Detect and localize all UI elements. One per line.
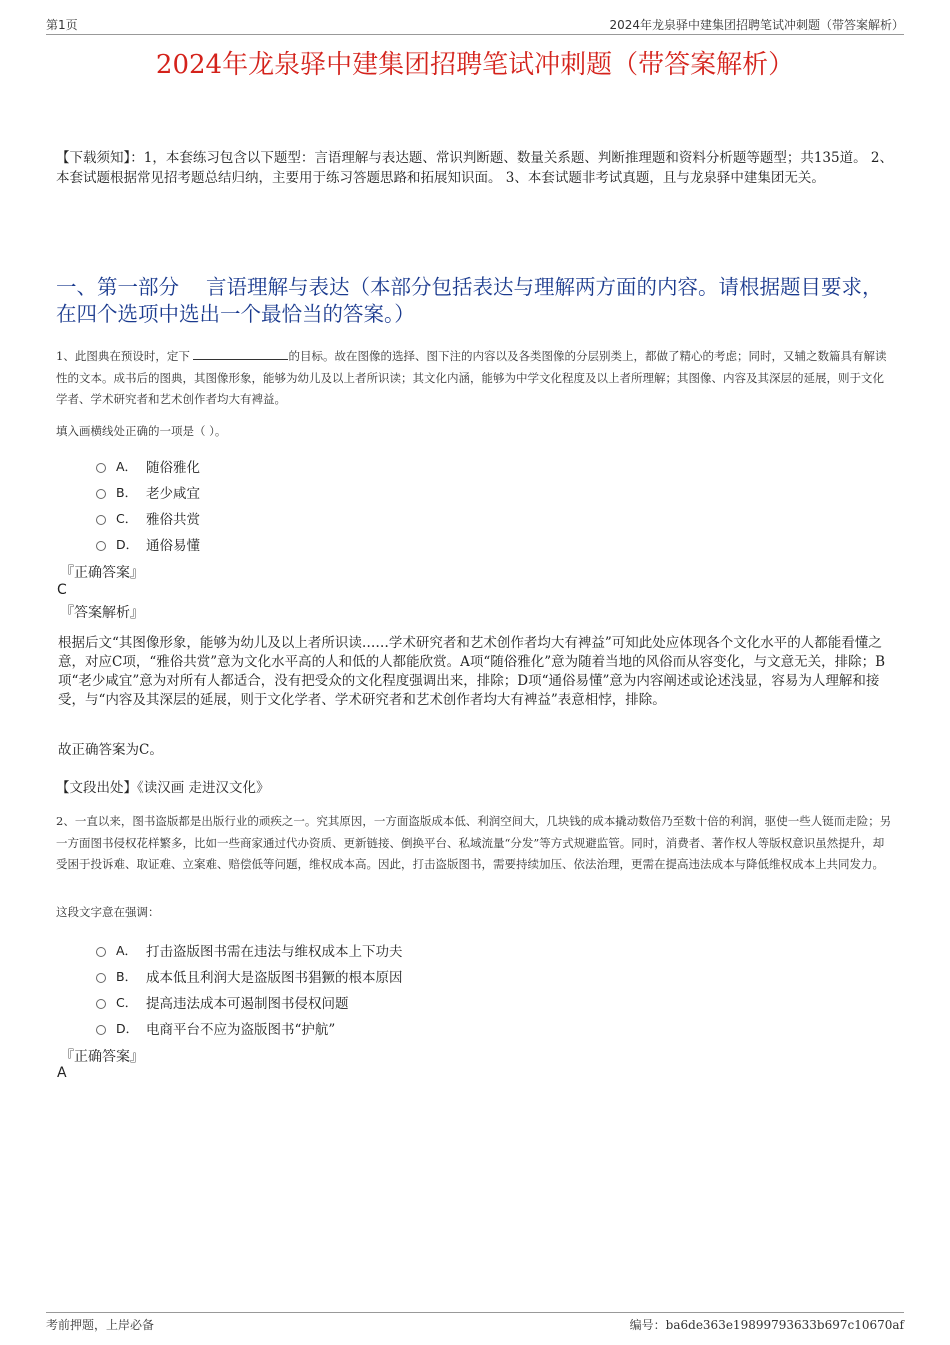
option-letter: D． (116, 537, 139, 552)
section-heading: 一、第一部分 言语理解与表达（本部分包括表达与理解两方面的内容。请根据题目要求，在四个选项中选出一个最恰当的答案。） (56, 275, 883, 326)
radio-icon[interactable] (96, 947, 106, 957)
page-header (46, 14, 904, 35)
option-b[interactable] (96, 479, 200, 505)
radio-icon[interactable] (96, 463, 106, 473)
option-letter: D． (116, 1021, 139, 1036)
option-text: 随俗雅化 (146, 460, 200, 476)
question-2-options (96, 937, 403, 1041)
footer-doc-id: 编号：ba6de363e19899793633b697c10670af (629, 1318, 904, 1332)
option-letter: C． (116, 511, 138, 526)
option-c[interactable] (96, 505, 200, 531)
radio-icon[interactable] (96, 973, 106, 983)
question-1-text-before: 1、此图典在预设时，定下 (56, 349, 194, 363)
option-letter: B． (116, 485, 138, 500)
option-d[interactable] (96, 531, 200, 557)
page-number: 第1页 (46, 18, 78, 32)
analysis-label: 『答案解析』 (60, 605, 144, 621)
question-1-prompt: 填入画横线处正确的一项是（ ）。 (56, 424, 227, 438)
page-title: 2024年龙泉驿中建集团招聘笔试冲刺题（带答案解析） (155, 50, 795, 80)
option-c[interactable] (96, 989, 403, 1015)
option-letter: B． (116, 969, 138, 984)
option-text: 提高违法成本可遏制图书侵权问题 (146, 996, 349, 1012)
radio-icon[interactable] (96, 515, 106, 525)
radio-icon[interactable] (96, 489, 106, 499)
question-2-prompt: 这段文字意在强调： (56, 905, 160, 919)
answer-value: C (57, 582, 67, 598)
radio-icon[interactable] (96, 1025, 106, 1035)
radio-icon[interactable] (96, 999, 106, 1009)
footer-slogan: 考前押题，上岸必备 (46, 1318, 155, 1332)
option-letter: A． (116, 459, 138, 474)
question-2-text: 2、一直以来，图书盗版都是出版行业的顽疾之一。究其原因，一方面盗版成本低、利润空间大，几块钱的成本撬动数倍乃至数十倍的利润，驱使一些人铤而走险；另一方面图书侵权花样繁多，比如一些商家通过代办资质、更新链接、倒换平台、私域流量“分发”等方式规避监管。同时，消费者、著作权人等版权意识虽然提升，却受困于投诉难、取证难、立案难、赔偿低等问题，维权成本高。因此，打击盗版图书，需要持续加压、依法治理，更需在提高违法成本与降低维权成本上共同发力。 (56, 814, 892, 871)
header-doc-title: 2024年龙泉驿中建集团招聘笔试冲刺题（带答案解析） (609, 18, 904, 32)
question-1-text-after: 的目标。故在图像的选择、图下注的内容以及各类图像的分层别类上，都做了精心的考虑；同时，又辅之数篇具有解读性的文本。成书后的图典，其图像形象，能够为幼儿及以上者所识读；其文化内涵，能够为中学文化程度及以上者所理解；其图像、内容及其深层的延展，则于文化学者、学术研究者和艺术创作者均大有裨益。 (56, 349, 887, 406)
question-1-options (96, 453, 200, 557)
radio-icon[interactable] (96, 541, 106, 551)
fill-blank (193, 348, 288, 360)
question-1-text (56, 346, 892, 411)
option-text: 通俗易懂 (146, 538, 200, 554)
analysis-conclusion: 故正确答案为C。 (58, 742, 163, 758)
answer-label: 『正确答案』 (60, 1049, 144, 1065)
option-b[interactable] (96, 963, 403, 989)
option-letter: A． (116, 943, 138, 958)
answer-value: A (57, 1065, 67, 1081)
option-letter: C． (116, 995, 138, 1010)
option-d[interactable] (96, 1015, 403, 1041)
page-footer (46, 1312, 904, 1333)
answer-label: 『正确答案』 (60, 565, 144, 581)
option-text: 电商平台不应为盗版图书“护航” (146, 1022, 336, 1038)
source-citation: 【文段出处】《读汉画 走进汉文化》 (56, 780, 270, 796)
download-notice: 【下载须知】：1，本套练习包含以下题型：言语理解与表达题、常识判断题、数量关系题、判断推理题和资料分析题等题型；共135道。 2、本套试题根据常见招考题总结归纳，主要用于练习答题思路和拓展知识面。 3、本套试题非考试真题，且与龙泉驿中建集团无关。 (56, 150, 893, 186)
option-text: 雅俗共赏 (146, 512, 200, 528)
analysis-text: 根据后文“其图像形象，能够为幼儿及以上者所识读……学术研究者和艺术创作者均大有裨益”可知此处应体现各个文化水平的人都能看懂之意，对应C项，“雅俗共赏”意为文化水平高的人和低的人都能欣赏。A项“随俗雅化”意为随着当地的风俗而从容变化，与文意无关，排除；B项“老少咸宜”意为对所有人都适合，没有把受众的文化程度强调出来，排除；D项“通俗易懂”意为内容阐述或论述浅显，容易为人理解和接受，与“内容及其深层的延展，则于文化学者、学术研究者和艺术创作者均大有裨益”表意相悖，排除。 (58, 635, 886, 708)
option-a[interactable] (96, 453, 200, 479)
option-text: 成本低且利润大是盗版图书猖獗的根本原因 (146, 970, 403, 986)
option-text: 老少咸宜 (146, 486, 200, 502)
option-text: 打击盗版图书需在违法与维权成本上下功夫 (146, 944, 403, 960)
option-a[interactable] (96, 937, 403, 963)
